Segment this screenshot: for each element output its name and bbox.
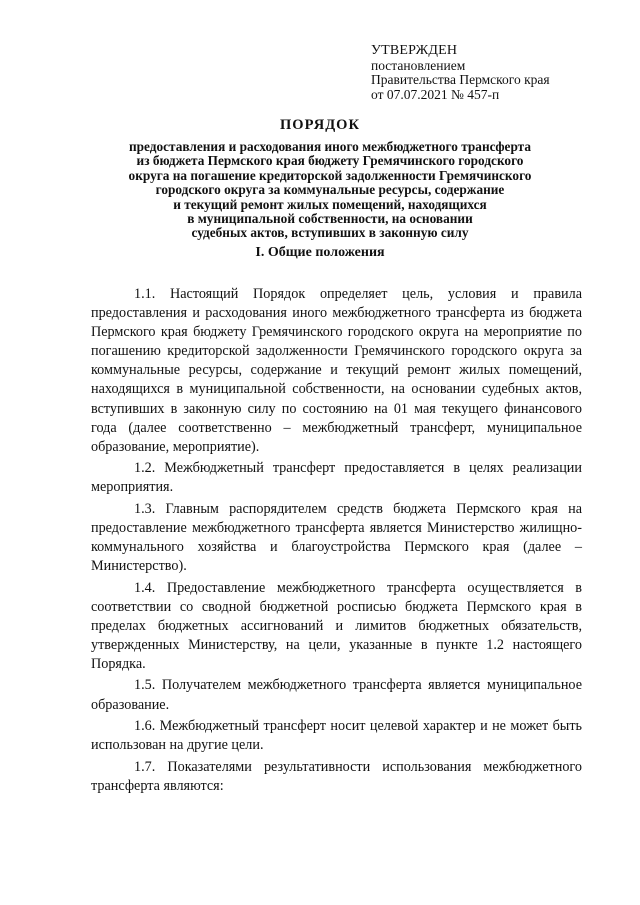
subtitle-line: городского округа за коммунальные ресурсы, содержание bbox=[155, 182, 505, 198]
document-subtitle bbox=[90, 140, 570, 241]
subtitle-line: предоставления и расходования иного межбюджетного трансферта bbox=[128, 139, 531, 154]
paragraph-1-2: 1.2. Межбюджетный трансферт предоставляется в целях реализации мероприятия. bbox=[91, 460, 582, 496]
paragraph-1-1: 1.1. Настоящий Порядок определяет цель, условия и правила предоставления и расходования иного межбюджетного трансферта из бюджета Пермского края бюджету Гремячинского городского округа на мероприятие по погашению кредиторской задолженности Гремячинского городского округа за коммунальные ресурсы, содержание и текущий ремонт жилых помещений, находящихся в муниципальной собственности, на основании судебных актов, вступивших в законную силу по состоянию на 01 мая текущего финансового года (далее соответственно – межбюджетный трансферт, муниципальное образование, мероприятие). bbox=[91, 286, 582, 455]
subtitle-line: судебных актов, вступивших в законную силу bbox=[191, 225, 469, 241]
subtitle-line: в муниципальной собственности, на основании bbox=[187, 211, 473, 227]
subtitle-line: из бюджета Пермского края бюджету Гремячинского городского bbox=[136, 153, 524, 169]
paragraph-1-6: 1.6. Межбюджетный трансферт носит целевой характер и не может быть использован на другие цели. bbox=[91, 718, 582, 754]
section-heading: I. Общие положения bbox=[255, 245, 385, 260]
subtitle-line: округа на погашение кредиторской задолженности Гремячинского bbox=[128, 167, 532, 183]
approval-stamp bbox=[371, 44, 611, 102]
approval-line-3: от 07.07.2021 № 457-п bbox=[371, 86, 500, 102]
paragraph-1-5: 1.5. Получателем межбюджетного трансферта является муниципальное образование. bbox=[91, 677, 582, 713]
paragraph-1-3: 1.3. Главным распорядителем средств бюджета Пермского края на предоставление межбюджетного трансферта является Министерство жилищно-коммунального хозяйства и благоустройства Пермского края (далее – Министерство). bbox=[91, 500, 582, 575]
subtitle-line: и текущий ремонт жилых помещений, находящихся bbox=[173, 196, 487, 212]
paragraph-1-4: 1.4. Предоставление межбюджетного трансферта осуществляется в соответствии со сводной бюджетной росписью бюджета Пермского края в пределах бюджетных ассигнований и лимитов бюджетных обязательств, утвержденных Министерству, на цели, указанные в пункте 1.2 настоящего Порядка. bbox=[91, 579, 582, 672]
document-title: ПОРЯДОК bbox=[280, 117, 360, 133]
approval-title: УТВЕРЖДЕН bbox=[371, 43, 458, 58]
paragraph-1-7: 1.7. Показателями результативности использования межбюджетного трансферта являются: bbox=[91, 758, 582, 794]
approval-line-1: постановлением bbox=[371, 57, 466, 73]
approval-line-2: Правительства Пермского края bbox=[371, 72, 550, 87]
document-body bbox=[91, 285, 582, 798]
